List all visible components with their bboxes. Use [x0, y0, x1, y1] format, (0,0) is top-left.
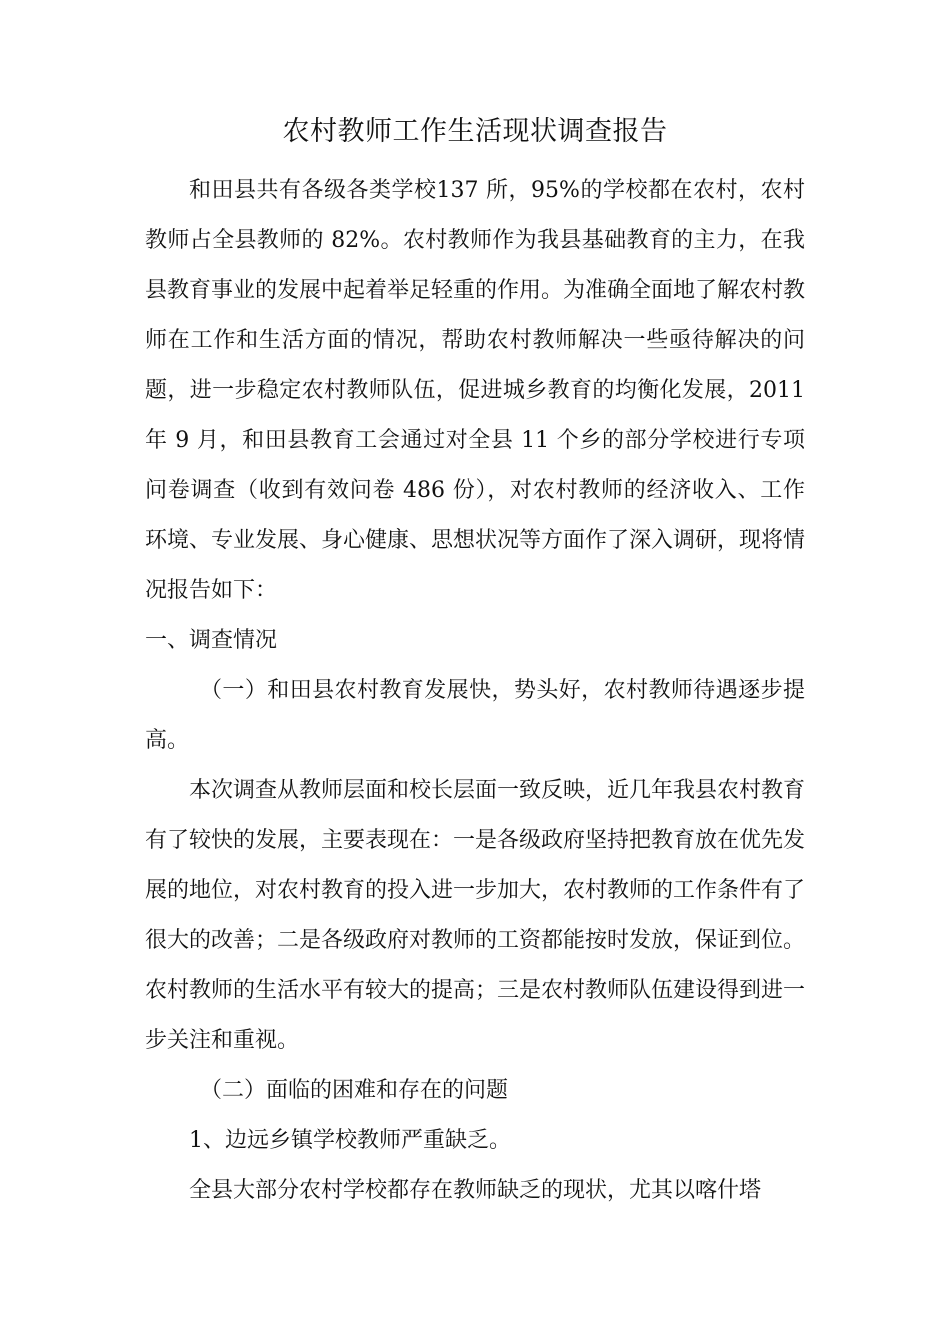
- intro-paragraph: 和田县共有各级各类学校137 所，95%的学校都在农村，农村教师占全县教师的 82%。农村教师作为我县基础教育的主力，在我县教育事业的发展中起着举足轻重的作用。为准确全面地了解农村教师在工作和生活方面的情况，帮助农村教师解决一些亟待解决的问题，进一步稳定农村教师队伍，促进城乡教育的均衡化发展，2011 年 9 月，和田县教育工会通过对全县 11 个乡的部分学校进行专项问卷调查（收到有效问卷 486 份），对农村教师的经济收入、工作环境、专业发展、身心健康、思想状况等方面作了深入调研，现将情况报告如下：: [145, 178, 806, 603]
- document-title: 农村教师工作生活现状调查报告: [282, 116, 668, 147]
- item-heading-teacher-shortage: 1、边远乡镇学校教师严重缺乏。: [189, 1128, 511, 1153]
- subsection-heading-problems: （二）面临的困难和存在的问题: [200, 1078, 509, 1103]
- subsection-heading-development: （一）和田县农村教育发展快，势头好，农村教师待遇逐步提高。: [145, 678, 805, 753]
- shortage-paragraph: 全县大部分农村学校都存在教师缺乏的现状，尤其以喀什塔: [189, 1178, 762, 1203]
- section-heading-survey: 一、调查情况: [145, 628, 278, 653]
- document-body: [145, 166, 805, 1216]
- development-paragraph: 本次调查从教师层面和校长层面一致反映，近几年我县农村教育有了较快的发展，主要表现在：一是各级政府坚持把教育放在优先发展的地位，对农村教育的投入进一步加大，农村教师的工作条件有了很大的改善；二是各级政府对教师的工资都能按时发放，保证到位。农村教师的生活水平有较大的提高；三是农村教师队伍建设得到进一步关注和重视。: [145, 778, 806, 1053]
